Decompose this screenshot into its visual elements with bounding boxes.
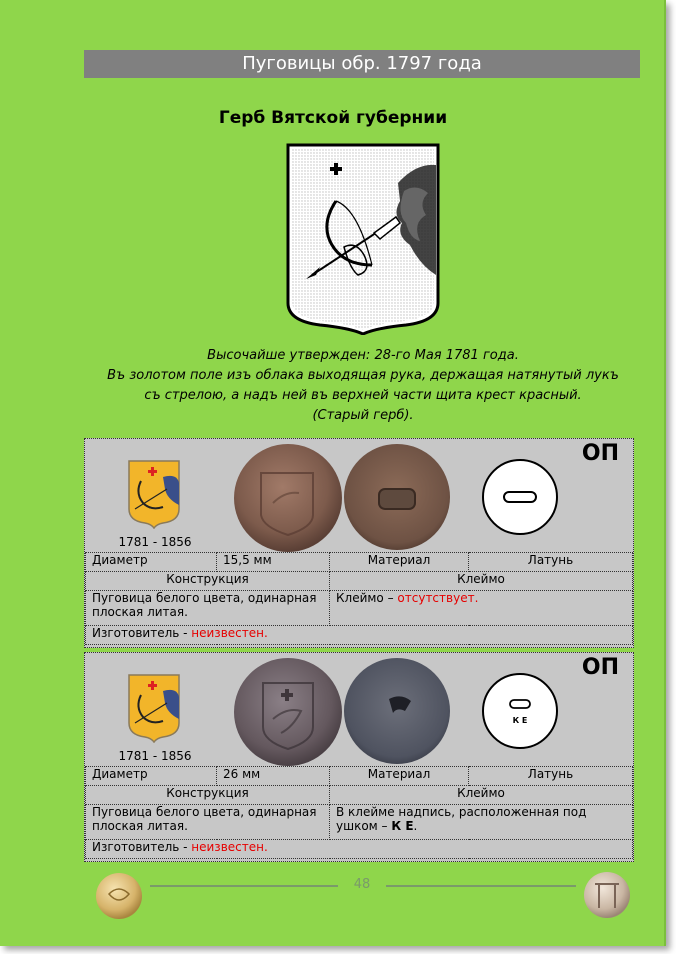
years-label: 1781 - 1856: [118, 535, 192, 549]
specs-table: [85, 552, 633, 645]
small-crest-icon: [127, 673, 181, 743]
footer-button-right-image: [583, 868, 631, 920]
stamp-label: Клеймо: [330, 572, 633, 591]
footer-button-left-image: [95, 872, 143, 920]
button-obverse-photo: [233, 657, 343, 767]
diameter-label: Диаметр: [86, 553, 217, 572]
construction-text: Пуговица белого цвета, одинарная плоская литая.: [86, 805, 330, 840]
footer-divider-left: [150, 885, 338, 887]
caption-line: Въ золотом поле изъ облака выходящая рука, держащая натянутый лукъ: [107, 368, 619, 383]
material-value: Латунь: [469, 553, 633, 572]
button-reverse-photo: [343, 657, 451, 765]
footer-divider-right: [386, 885, 576, 887]
type-badge: ОП: [581, 441, 619, 466]
button-card: [84, 652, 634, 862]
caption-line: съ стрелою, а надъ ней въ верхней части щита крест красный.: [144, 388, 582, 403]
maker-row: [86, 626, 633, 645]
maker-prefix: Изготовитель -: [92, 626, 192, 640]
stamp-text: [330, 591, 633, 626]
section-subtitle: Герб Вятской губернии: [218, 108, 448, 128]
mark-letters: К Е: [512, 716, 528, 725]
page-number: 48: [353, 877, 371, 892]
stamp-text: [330, 805, 633, 840]
button-reverse-photo: [343, 443, 451, 551]
page-title: Пуговицы обр. 1797 года: [84, 50, 640, 78]
maker-prefix: Изготовитель -: [92, 840, 192, 854]
specs-table: [85, 766, 633, 859]
stamp-prefix: В клейме надпись, расположенная под ушком –: [336, 805, 587, 833]
small-crest-icon: [127, 459, 181, 529]
coat-of-arms-caption: [60, 346, 666, 426]
button-shank-drawing: [480, 671, 560, 751]
stamp-suffix: .: [413, 819, 418, 833]
stamp-label: Клеймо: [330, 786, 633, 805]
coat-of-arms-image: [286, 143, 440, 335]
material-value: Латунь: [469, 767, 633, 786]
stamp-value: отсутствует.: [397, 591, 479, 605]
material-label: Материал: [330, 553, 469, 572]
page-edge: [664, 0, 666, 946]
caption-line: (Старый герб).: [312, 408, 414, 423]
type-badge: ОП: [581, 655, 619, 680]
button-obverse-photo: [233, 443, 343, 553]
caption-line: Высочайше утвержден: 28-го Мая 1781 года.: [207, 348, 519, 363]
diameter-value: 26 мм: [217, 767, 330, 786]
diameter-label: Диаметр: [86, 767, 217, 786]
construction-label: Конструкция: [86, 572, 330, 591]
button-card: [84, 438, 634, 648]
construction-label: Конструкция: [86, 786, 330, 805]
years-label: 1781 - 1856: [118, 749, 192, 763]
maker-value: неизвестен.: [191, 626, 268, 640]
button-shank-drawing: [480, 457, 560, 537]
maker-value: неизвестен.: [191, 840, 268, 854]
stamp-prefix: Клеймо –: [336, 591, 398, 605]
material-label: Материал: [330, 767, 469, 786]
diameter-value: 15,5 мм: [217, 553, 330, 572]
maker-row: [86, 840, 633, 859]
stamp-value: К Е: [391, 819, 414, 833]
construction-text: Пуговица белого цвета, одинарная плоская литая.: [86, 591, 330, 626]
